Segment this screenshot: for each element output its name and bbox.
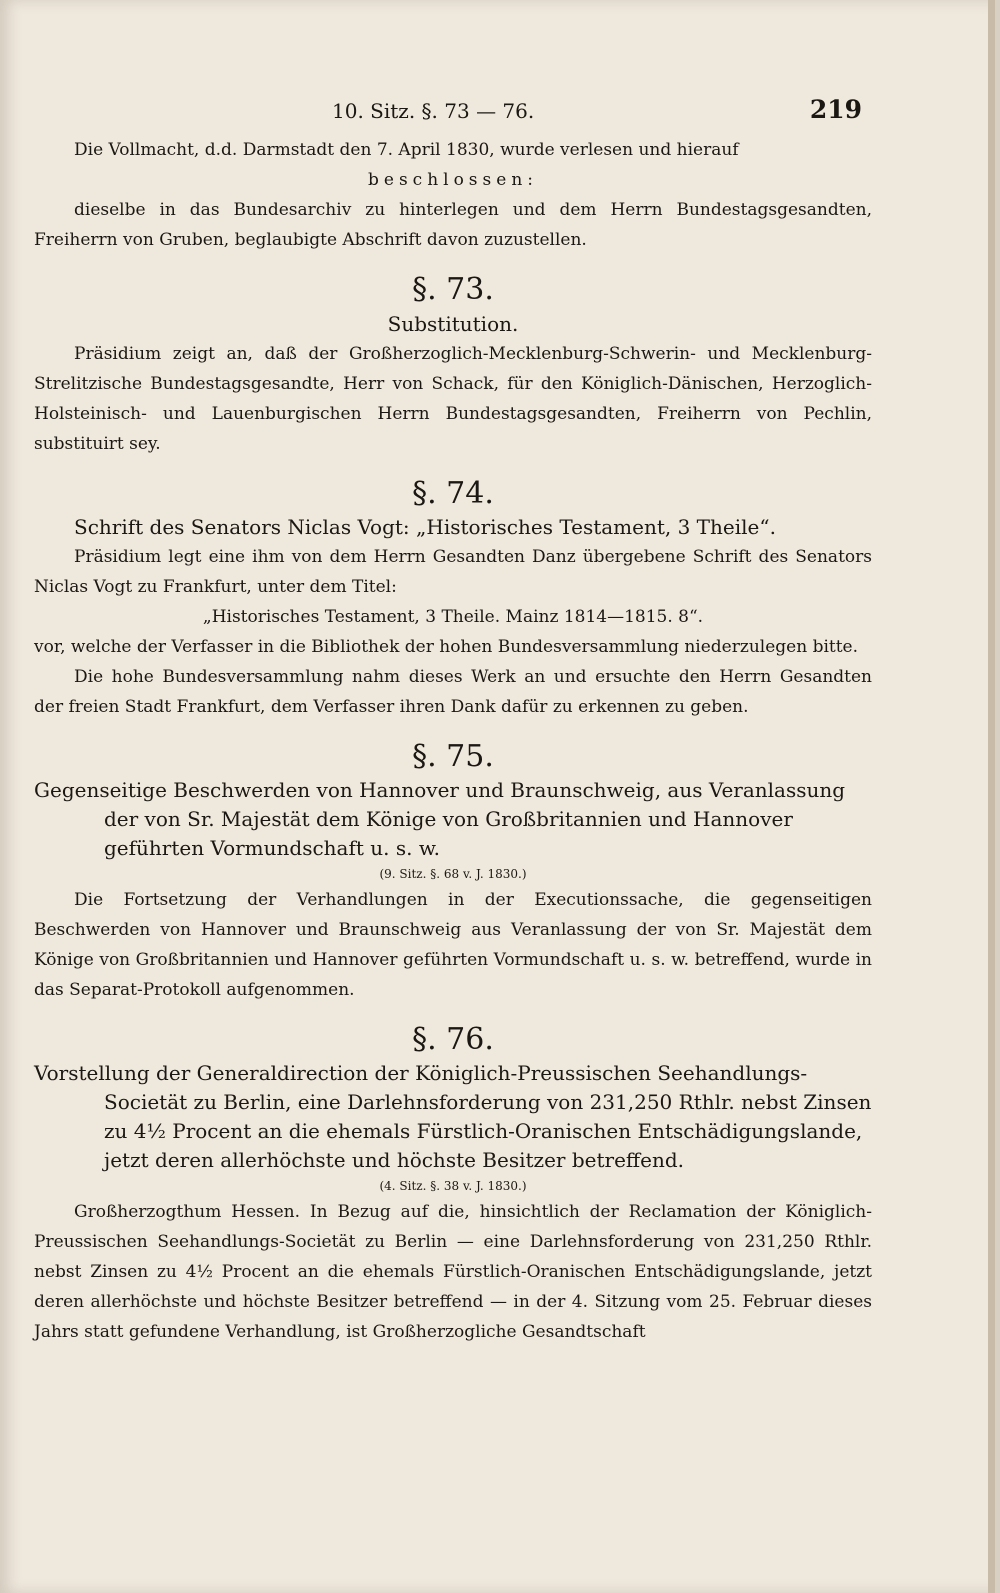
section-73-title: Substitution. — [387, 312, 519, 336]
section-73-body: Präsidium zeigt an, daß der Großherzoglich-Mecklenburg-Schwerin- und Mecklenburg-Strelitzische Bundestagsgesandte, Herr von Schack, für den Königlich-Dänischen, Herzoglich-Holsteinisch- und Lauenburgischen Herrn Bundestagsgesandten, Freiherrn von Pechlin, substituirt sey. — [34, 344, 872, 454]
section-74-body-continued: vor, welche der Verfasser in die Bibliothek der hohen Bundesversammlung niederzulegen bitte. — [34, 637, 859, 657]
running-head: 10. Sitz. §. 73 — 76. — [332, 99, 535, 123]
intro-resolution: dieselbe in das Bundesarchiv zu hinterlegen und dem Herrn Bundestagsgesandten, Freiherrn von Gruben, beglaubigte Abschrift davon zuzustellen. — [34, 200, 872, 250]
section-76-mark: §. 76. — [412, 1022, 494, 1057]
page-content — [34, 95, 872, 1347]
section-74-body: Präsidium legt eine ihm von dem Herrn Gesandten Danz übergebene Schrift des Senators Niclas Vogt zu Frankfurt, unter dem Titel: — [34, 547, 872, 597]
section-75-reference: (9. Sitz. §. 68 v. J. 1830.) — [379, 867, 527, 881]
page-edge — [988, 0, 995, 1593]
section-74-quote: „Historisches Testament, 3 Theile. Mainz 1814—1815. 8“. — [202, 607, 704, 627]
page-number: 219 — [809, 95, 862, 124]
section-76-title: Vorstellung der Generaldirection der Königlich-Preussischen Seehandlungs-Societät zu Berlin, eine Darlehnsforderung von 231,250 Rthlr. nebst Zinsen zu 4½ Procent an die ehemals Fürstlich-Oranischen Entschädigungslande, jetzt deren allerhöchste und höchste Besitzer betreffend. — [34, 1061, 872, 1172]
section-74-title: Schrift des Senators Niclas Vogt: „Historisches Testament, 3 Theile“. — [74, 515, 776, 539]
section-75-title: Gegenseitige Beschwerden von Hannover und Braunschweig, aus Veranlassung der von Sr. Majestät dem Könige von Großbritannien und Hannover geführten Vormundschaft u. s. w. — [34, 778, 846, 860]
section-75-mark: §. 75. — [412, 739, 494, 774]
section-75-body: Die Fortsetzung der Verhandlungen in der Executionssache, die gegenseitigen Beschwerden von Hannover und Braunschweig aus Veranlassung der von Sr. Majestät dem Könige von Großbritannien und Hannover geführten Vormundschaft u. s. w. betreffend, wurde in das Separat-Protokoll aufgenommen. — [34, 890, 872, 1000]
resolution-keyword: beschlossen: — [368, 170, 538, 190]
intro-line: Die Vollmacht, d.d. Darmstadt den 7. April 1830, wurde verlesen und hierauf — [74, 140, 739, 160]
section-76-reference: (4. Sitz. §. 38 v. J. 1830.) — [379, 1179, 527, 1193]
page-header — [34, 95, 872, 135]
section-73-mark: §. 73. — [412, 272, 494, 307]
section-74-mark: §. 74. — [412, 476, 494, 511]
section-74-resolution: Die hohe Bundesversammlung nahm dieses Werk an und ersuchte den Herrn Gesandten der freien Stadt Frankfurt, dem Verfasser ihren Dank dafür zu erkennen zu geben. — [34, 667, 872, 717]
section-76-body: Großherzogthum Hessen. In Bezug auf die, hinsichtlich der Reclamation der Königlich-Preussischen Seehandlungs-Societät zu Berlin — eine Darlehnsforderung von 231,250 Rthlr. nebst Zinsen zu 4½ Procent an die ehemals Fürstlich-Oranischen Entschädigungslande, jetzt deren allerhöchste und höchste Besitzer betreffend — in der 4. Sitzung vom 25. Februar dieses Jahrs statt gefundene Verhandlung, ist Großherzogliche Gesandtschaft — [34, 1202, 872, 1342]
